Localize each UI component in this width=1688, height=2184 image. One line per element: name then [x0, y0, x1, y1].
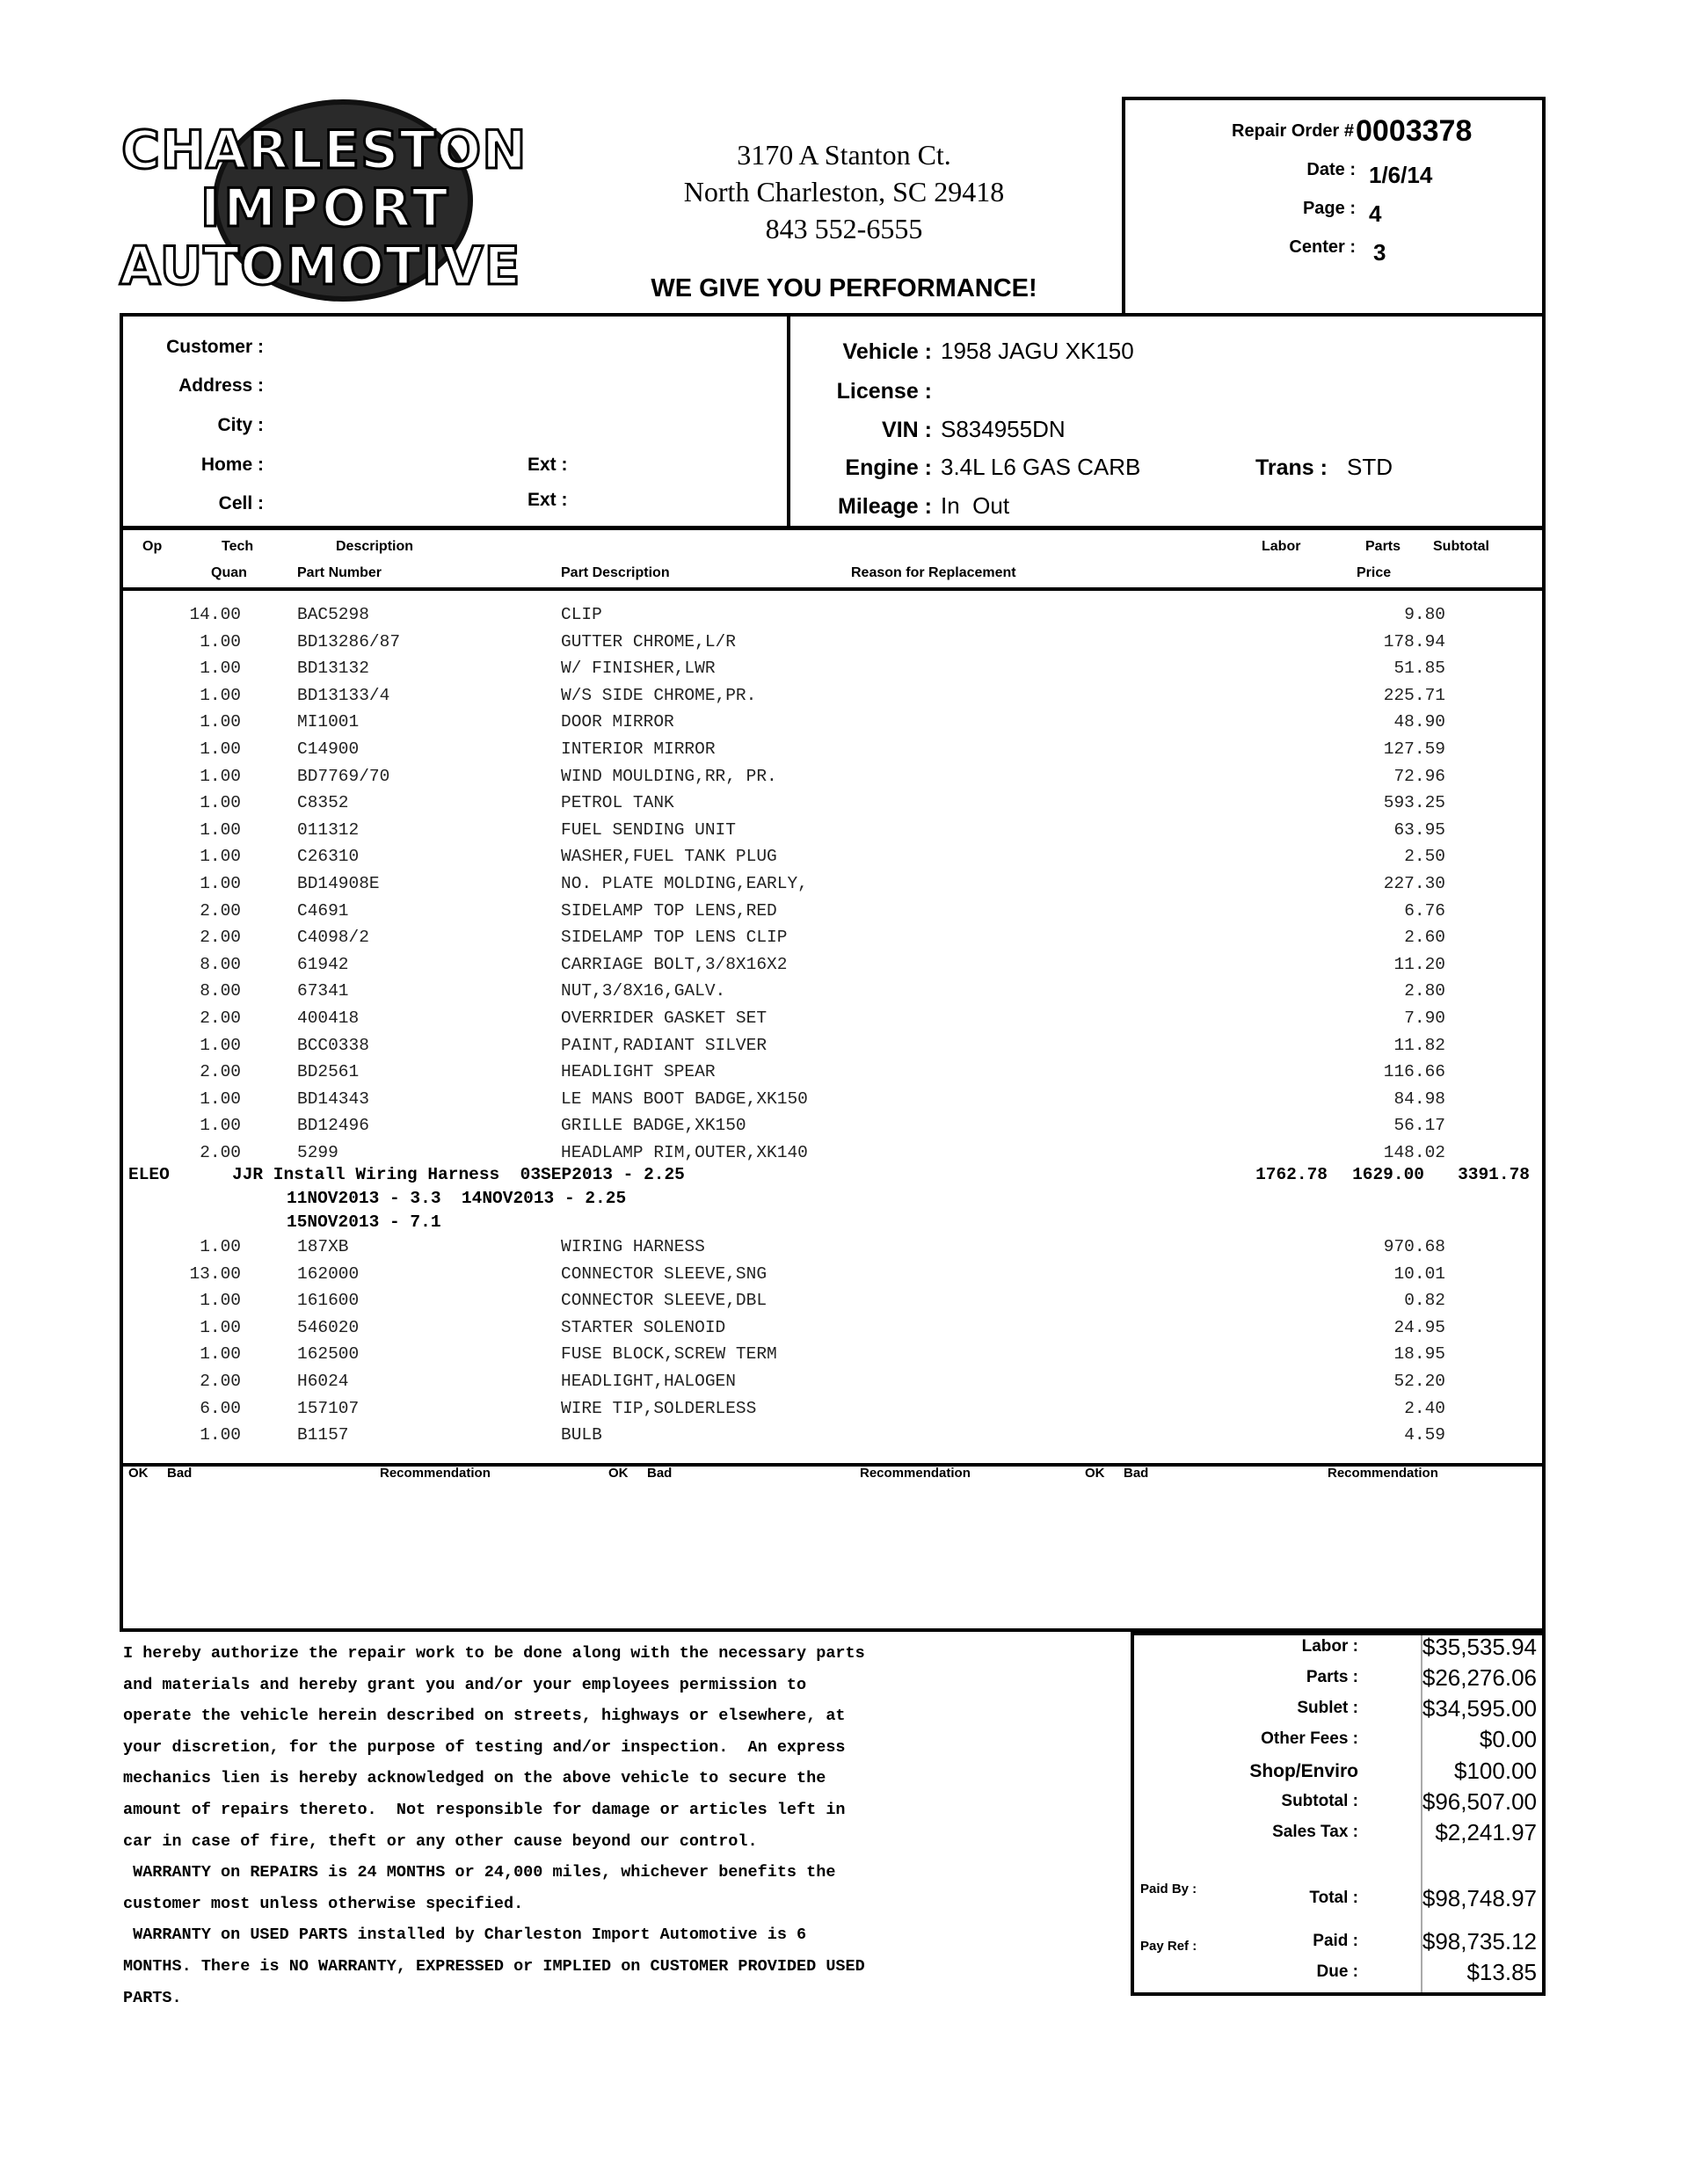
line-item-quantity: 1.00	[200, 1344, 241, 1365]
line-item-description: WIRE TIP,SOLDERLESS	[561, 1398, 757, 1418]
address-label: Address :	[178, 375, 264, 396]
labor-op-code: ELEO	[128, 1165, 170, 1184]
line-item-price: 593.25	[1383, 793, 1445, 813]
line-item-description: W/ FINISHER,LWR	[561, 659, 716, 679]
line-item-quantity: 1.00	[200, 1237, 241, 1256]
line-item-part-number: BD12496	[297, 1116, 369, 1136]
totals-other-fees-label: Other Fees :	[1261, 1729, 1358, 1748]
line-item-part-number: 400418	[297, 1008, 360, 1028]
line-item-quantity: 8.00	[200, 981, 241, 1001]
line-item-description: BULB	[561, 1425, 602, 1445]
recommend-text-header: Recommendation	[860, 1466, 971, 1481]
line-item-description: SIDELAMP TOP LENS,RED	[561, 900, 777, 921]
totals-other-fees-value: $0.00	[1479, 1726, 1537, 1752]
labor-dates-line-3: 15NOV2013 - 7.1	[287, 1212, 441, 1232]
city-label: City :	[217, 415, 264, 435]
recommendations-box	[120, 1463, 1546, 1632]
line-item-part-number: 187XB	[297, 1237, 349, 1256]
line-item-row	[123, 901, 1459, 928]
line-item-description: W/S SIDE CHROME,PR.	[561, 685, 757, 705]
terms-line: car in case of fire, theft or any other cause beyond our control.	[123, 1831, 758, 1851]
line-item-price: 148.02	[1383, 1143, 1445, 1162]
line-item-part-number: 162000	[297, 1263, 360, 1284]
totals-total-label: Total :	[1309, 1889, 1358, 1907]
line-item-price: 56.17	[1393, 1116, 1445, 1136]
totals-subtotal-value: $96,507.00	[1422, 1788, 1537, 1815]
line-item-quantity: 2.00	[200, 1062, 241, 1082]
date-value: 1/6/14	[1369, 162, 1433, 188]
line-item-description: PAINT,RADIANT SILVER	[561, 1035, 768, 1055]
line-item-quantity: 2.00	[200, 1372, 241, 1391]
col-header-labor: Labor	[1262, 539, 1301, 554]
center-label: Center :	[1289, 237, 1356, 257]
line-item-row	[123, 981, 1459, 1008]
line-item-description: WIRING HARNESS	[561, 1237, 705, 1256]
home-phone-label: Home :	[200, 455, 264, 475]
line-item-row	[123, 1264, 1459, 1291]
shop-address-line-2: North Charleston, SC 29418	[683, 176, 1005, 207]
line-item-price: 227.30	[1383, 874, 1445, 893]
labor-subtotal-amount: 3391.78	[1458, 1165, 1530, 1184]
totals-sublet-label: Sublet :	[1297, 1699, 1358, 1717]
line-item-quantity: 1.00	[200, 739, 241, 759]
line-item-row	[123, 928, 1459, 954]
line-item-quantity: 1.00	[200, 685, 241, 705]
totals-due-label: Due :	[1316, 1962, 1358, 1981]
line-item-part-number: C8352	[297, 793, 349, 813]
line-item-description: NUT,3/8X16,GALV.	[561, 981, 726, 1001]
logo-line-1: CHARLESTON	[121, 120, 528, 181]
col-header-part-description: Part Description	[561, 565, 670, 580]
terms-line: your discretion, for the purpose of testing and/or inspection. An express	[123, 1737, 846, 1757]
line-item-row	[123, 1036, 1459, 1062]
line-item-price: 225.71	[1383, 685, 1445, 705]
line-item-description: DOOR MIRROR	[561, 712, 674, 732]
totals-subtotal-label: Subtotal :	[1281, 1792, 1358, 1810]
customer-label: Customer :	[166, 337, 264, 357]
vehicle-label: Vehicle :	[842, 339, 932, 364]
line-item-description: SIDELAMP TOP LENS CLIP	[561, 928, 788, 948]
line-item-quantity: 1.00	[200, 631, 241, 652]
recommend-ok-header: OK	[1085, 1466, 1105, 1481]
line-item-quantity: 2.00	[200, 928, 241, 948]
terms-line: customer most unless otherwise specified.	[123, 1894, 524, 1913]
line-item-quantity: 1.00	[200, 819, 241, 840]
line-item-price: 0.82	[1404, 1291, 1445, 1311]
line-item-price: 24.95	[1393, 1317, 1445, 1337]
line-item-row	[123, 632, 1459, 659]
col-header-price: Price	[1357, 565, 1392, 580]
line-item-part-number: 157107	[297, 1398, 360, 1418]
line-item-price: 2.80	[1404, 981, 1445, 1001]
line-item-part-number: BD2561	[297, 1062, 360, 1082]
line-item-description: WIND MOULDING,RR, PR.	[561, 766, 777, 786]
line-item-part-number: BD13132	[297, 659, 369, 679]
shop-address-line-1: 3170 A Stanton Ct.	[737, 139, 951, 171]
labor-amount: 1762.78	[1255, 1165, 1328, 1184]
col-header-reason: Reason for Replacement	[851, 565, 1016, 580]
line-item-part-number: 5299	[297, 1143, 338, 1162]
repair-order-label: Repair Order #	[1232, 121, 1354, 141]
line-item-description: STARTER SOLENOID	[561, 1317, 726, 1337]
totals-sublet-value: $34,595.00	[1422, 1695, 1537, 1722]
line-item-part-number: 162500	[297, 1344, 360, 1365]
line-item-row	[123, 1116, 1459, 1142]
line-item-quantity: 1.00	[200, 1088, 241, 1109]
line-item-row	[123, 874, 1459, 900]
line-item-quantity: 2.00	[200, 900, 241, 921]
recommend-ok-header: OK	[608, 1466, 629, 1481]
totals-parts-label: Parts :	[1306, 1668, 1358, 1686]
line-item-price: 4.59	[1404, 1425, 1445, 1445]
engine-label: Engine :	[845, 455, 932, 480]
line-item-quantity: 1.00	[200, 766, 241, 786]
line-item-description: CONNECTOR SLEEVE,SNG	[561, 1263, 768, 1284]
line-item-part-number: C4691	[297, 900, 349, 921]
vin-value: S834955DN	[941, 416, 1066, 442]
date-label: Date :	[1306, 160, 1356, 179]
totals-total-value: $98,748.97	[1422, 1885, 1537, 1911]
recommend-bad-header: Bad	[167, 1466, 193, 1481]
cell-phone-label: Cell :	[218, 493, 264, 513]
logo-line-2: IMPORT	[200, 178, 452, 239]
line-item-row	[123, 1008, 1459, 1035]
line-item-row	[123, 1318, 1459, 1344]
line-item-row	[123, 820, 1459, 847]
line-item-row	[123, 739, 1459, 766]
line-item-description: WASHER,FUEL TANK PLUG	[561, 847, 777, 867]
recommend-text-header: Recommendation	[380, 1466, 491, 1481]
line-item-part-number: 546020	[297, 1317, 360, 1337]
totals-parts-value: $26,276.06	[1422, 1664, 1537, 1691]
line-item-price: 18.95	[1393, 1344, 1445, 1365]
line-item-part-number: C26310	[297, 847, 360, 867]
mileage-value: In Out	[941, 492, 1010, 519]
line-item-row	[123, 1399, 1459, 1425]
home-ext-label: Ext :	[528, 455, 568, 475]
recommend-text-header: Recommendation	[1328, 1466, 1438, 1481]
col-header-op: Op	[142, 539, 163, 554]
line-item-row	[123, 1344, 1459, 1371]
line-item-description: INTERIOR MIRROR	[561, 739, 716, 759]
line-item-part-number: C4098/2	[297, 928, 369, 948]
line-item-price: 6.76	[1404, 900, 1445, 921]
col-header-subtotal: Subtotal	[1433, 539, 1489, 554]
line-item-part-number: 161600	[297, 1291, 360, 1311]
line-item-quantity: 2.00	[200, 1008, 241, 1028]
vin-label: VIN :	[882, 418, 932, 442]
line-item-row	[123, 847, 1459, 873]
line-item-part-number: MI1001	[297, 712, 360, 732]
line-item-description: OVERRIDER GASKET SET	[561, 1008, 768, 1028]
logo-line-3: AUTOMOTIVE	[120, 236, 521, 297]
line-item-part-number: BD14908E	[297, 874, 380, 893]
trans-value: STD	[1347, 454, 1393, 480]
line-item-part-number: BCC0338	[297, 1035, 369, 1055]
line-item-description: CARRIAGE BOLT,3/8X16X2	[561, 954, 788, 974]
line-item-quantity: 1.00	[200, 659, 241, 679]
totals-labor-value: $35,535.94	[1422, 1634, 1537, 1660]
line-item-price: 48.90	[1393, 712, 1445, 732]
labor-dates-line-2: 11NOV2013 - 3.3 14NOV2013 - 2.25	[287, 1189, 627, 1208]
repair-order-number: 0003378	[1356, 114, 1473, 148]
line-item-description: PETROL TANK	[561, 793, 674, 813]
shop-phone: 843 552-6555	[765, 213, 923, 244]
recommend-bad-header: Bad	[1124, 1466, 1149, 1481]
line-item-row	[123, 659, 1459, 685]
line-item-description: HEADLIGHT SPEAR	[561, 1062, 716, 1082]
terms-line: and materials and hereby grant you and/or your employees permission to	[123, 1675, 807, 1694]
line-item-price: 7.90	[1404, 1008, 1445, 1028]
recommend-bad-header: Bad	[647, 1466, 673, 1481]
line-item-price: 52.20	[1393, 1372, 1445, 1391]
col-header-parts: Parts	[1365, 539, 1401, 554]
line-item-row	[123, 955, 1459, 981]
line-item-price: 11.82	[1393, 1035, 1445, 1055]
col-header-tech: Tech	[222, 539, 254, 554]
line-item-quantity: 1.00	[200, 712, 241, 732]
line-item-price: 178.94	[1383, 631, 1445, 652]
line-item-quantity: 8.00	[200, 954, 241, 974]
line-item-price: 72.96	[1393, 766, 1445, 786]
line-item-quantity: 1.00	[200, 1116, 241, 1136]
line-item-description: LE MANS BOOT BADGE,XK150	[561, 1088, 808, 1109]
line-item-quantity: 1.00	[200, 1035, 241, 1055]
line-item-quantity: 14.00	[189, 605, 241, 624]
labor-parts-amount: 1629.00	[1352, 1165, 1424, 1184]
line-item-price: 11.20	[1393, 954, 1445, 974]
line-item-row	[123, 767, 1459, 793]
totals-shop-enviro-label: Shop/Enviro	[1249, 1761, 1358, 1781]
line-item-price: 9.80	[1404, 605, 1445, 624]
line-item-part-number: BD13133/4	[297, 685, 390, 705]
line-item-quantity: 1.00	[200, 793, 241, 813]
vehicle-value: 1958 JAGU XK150	[941, 338, 1134, 364]
line-item-row	[123, 1237, 1459, 1263]
line-item-description: CONNECTOR SLEEVE,DBL	[561, 1291, 768, 1311]
trans-label: Trans :	[1255, 455, 1328, 480]
line-item-description: FUEL SENDING UNIT	[561, 819, 736, 840]
col-header-description: Description	[336, 539, 414, 554]
totals-sales-tax-label: Sales Tax :	[1272, 1823, 1358, 1841]
line-item-price: 2.50	[1404, 847, 1445, 867]
customer-vehicle-divider	[787, 313, 790, 529]
totals-paid-label: Paid :	[1313, 1932, 1358, 1950]
line-item-quantity: 1.00	[200, 1425, 241, 1445]
center-value: 3	[1373, 239, 1386, 266]
line-item-quantity: 1.00	[200, 874, 241, 893]
line-item-row	[123, 605, 1459, 631]
terms-line: operate the vehicle herein described on streets, highways or elsewhere, at	[123, 1707, 846, 1726]
line-item-quantity: 1.00	[200, 847, 241, 867]
line-item-price: 2.60	[1404, 928, 1445, 948]
terms-line: amount of repairs thereto. Not responsible for damage or articles left in	[123, 1801, 846, 1819]
line-item-part-number: B1157	[297, 1425, 349, 1445]
line-item-quantity: 1.00	[200, 1291, 241, 1311]
paid-by-label: Paid By :	[1140, 1882, 1197, 1896]
totals-shop-enviro-value: $100.00	[1454, 1758, 1537, 1784]
engine-value: 3.4L L6 GAS CARB	[941, 454, 1141, 480]
company-logo	[113, 95, 528, 302]
col-header-quan: Quan	[211, 565, 247, 580]
line-item-price: 84.98	[1393, 1088, 1445, 1109]
line-item-part-number: 011312	[297, 819, 360, 840]
line-item-part-number: C14900	[297, 739, 360, 759]
line-item-description: HEADLAMP RIM,OUTER,XK140	[561, 1143, 808, 1162]
terms-line: MONTHS. There is NO WARRANTY, EXPRESSED or IMPLIED on CUSTOMER PROVIDED USED	[123, 1957, 865, 1976]
terms-line: mechanics lien is hereby acknowledged on the above vehicle to secure the	[123, 1769, 826, 1788]
line-item-row	[123, 1062, 1459, 1088]
line-item-description: HEADLIGHT,HALOGEN	[561, 1372, 736, 1391]
line-item-quantity: 6.00	[200, 1398, 241, 1418]
line-item-row	[123, 686, 1459, 712]
line-item-price: 51.85	[1393, 659, 1445, 679]
line-item-part-number: 67341	[297, 981, 349, 1001]
line-item-price: 63.95	[1393, 819, 1445, 840]
line-item-row	[123, 1089, 1459, 1116]
page-value: 4	[1369, 200, 1382, 227]
totals-due-value: $13.85	[1466, 1959, 1537, 1985]
page-label: Page :	[1302, 199, 1356, 218]
line-item-row	[123, 1425, 1459, 1452]
line-item-description: CLIP	[561, 605, 602, 624]
line-item-quantity: 1.00	[200, 1317, 241, 1337]
line-item-description: FUSE BLOCK,SCREW TERM	[561, 1344, 777, 1365]
terms-line: WARRANTY on REPAIRS is 24 MONTHS or 24,000 miles, whichever benefits the	[123, 1863, 836, 1882]
line-item-row	[123, 1291, 1459, 1317]
line-item-quantity: 2.00	[200, 1143, 241, 1162]
totals-labor-label: Labor :	[1301, 1637, 1358, 1656]
line-item-row	[123, 793, 1459, 819]
line-item-quantity: 13.00	[189, 1263, 241, 1284]
terms-line: I hereby authorize the repair work to be done along with the necessary parts	[123, 1644, 865, 1663]
line-item-part-number: H6024	[297, 1372, 349, 1391]
line-item-part-number: BAC5298	[297, 605, 369, 624]
col-header-part-number: Part Number	[297, 565, 382, 580]
line-item-description: GRILLE BADGE,XK150	[561, 1116, 746, 1136]
labor-description: JJR Install Wiring Harness 03SEP2013 - 2.25	[232, 1165, 685, 1184]
table-header-divider	[120, 587, 1546, 591]
line-item-part-number: BD7769/70	[297, 766, 390, 786]
line-item-part-number: 61942	[297, 954, 349, 974]
terms-line: PARTS.	[123, 1988, 182, 2007]
shop-slogan: WE GIVE YOU PERFORMANCE!	[651, 274, 1037, 302]
pay-ref-label: Pay Ref :	[1140, 1939, 1197, 1954]
line-item-description: NO. PLATE MOLDING,EARLY,	[561, 874, 808, 893]
line-item-price: 116.66	[1383, 1062, 1445, 1082]
line-item-row	[123, 712, 1459, 739]
line-item-row	[123, 1372, 1459, 1398]
totals-paid-value: $98,735.12	[1422, 1928, 1537, 1955]
line-item-price: 10.01	[1393, 1263, 1445, 1284]
recommend-ok-header: OK	[128, 1466, 149, 1481]
line-item-price: 127.59	[1383, 739, 1445, 759]
mileage-label: Mileage :	[838, 494, 932, 519]
license-label: License :	[836, 379, 932, 404]
line-item-price: 970.68	[1383, 1237, 1445, 1256]
line-item-part-number: BD13286/87	[297, 631, 401, 652]
line-item-part-number: BD14343	[297, 1088, 369, 1109]
terms-line: WARRANTY on USED PARTS installed by Charleston Import Automotive is 6	[123, 1926, 807, 1945]
line-item-price: 2.40	[1404, 1398, 1445, 1418]
line-item-description: GUTTER CHROME,L/R	[561, 631, 736, 652]
totals-sales-tax-value: $2,241.97	[1435, 1819, 1537, 1845]
cell-ext-label: Ext :	[528, 490, 568, 510]
